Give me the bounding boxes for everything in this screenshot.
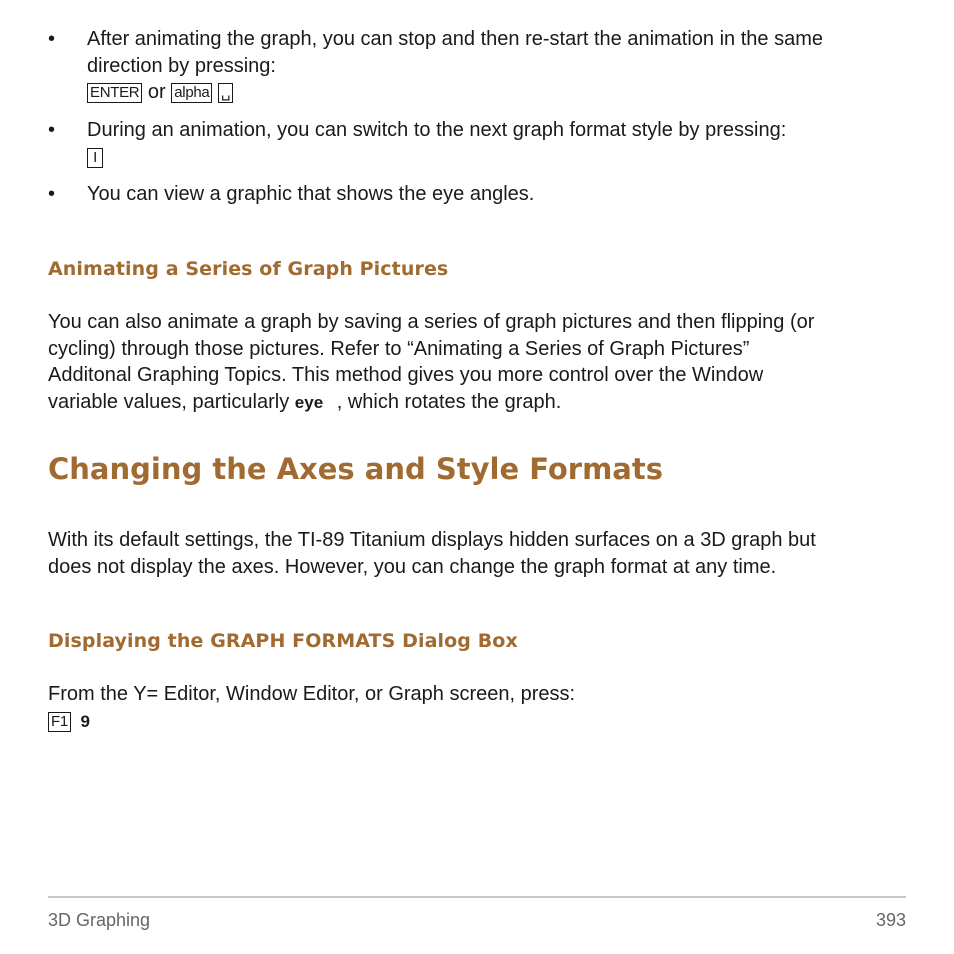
paragraph-line xyxy=(48,389,908,417)
paragraph-text: , which rotates the graph. xyxy=(336,390,562,413)
paragraph-text: variable values, particularly xyxy=(48,390,290,413)
bullet-item-eye-angles xyxy=(87,181,907,208)
paragraph-graph-formats xyxy=(48,681,908,735)
bullet-line: During an animation, you can switch to the next graph format style by pressing: xyxy=(87,119,787,141)
key-9: 9 xyxy=(80,711,90,731)
paragraph-line: does not display the axes. However, you can change the graph format at any time. xyxy=(48,555,777,578)
paragraph-line: cycling) through those pictures. Refer to “Animating a Series of Graph Pictures” xyxy=(48,337,750,360)
paragraph-line: With its default settings, the TI-89 Titanium displays hidden surfaces on a 3D graph but xyxy=(48,529,816,551)
or-text: or xyxy=(147,81,166,103)
bullet-line: You can view a graphic that shows the eye angles. xyxy=(87,183,535,205)
space-key: ␣ xyxy=(218,83,233,103)
key-sequence xyxy=(87,79,907,106)
paragraph-line: You can also animate a graph by saving a series of graph pictures and then flipping (or xyxy=(48,311,815,333)
footer-divider xyxy=(48,896,906,898)
footer-section-title: 3D Graphing xyxy=(48,910,151,930)
bullet-marker: • xyxy=(48,119,56,141)
paragraph-line: Additonal Graphing Topics. This method gives you more control over the Window xyxy=(48,364,764,386)
bullet-marker: • xyxy=(48,28,56,50)
bullet-line: direction by pressing: xyxy=(87,54,276,77)
i-key: I xyxy=(87,148,103,168)
page-title: Changing the Axes and Style Formats xyxy=(48,452,663,486)
section-heading-graph-formats: Displaying the GRAPH FORMATS Dialog Box xyxy=(48,630,518,652)
enter-key: ENTER xyxy=(87,83,142,103)
paragraph-default-settings xyxy=(48,527,908,580)
page-number: 393 xyxy=(875,910,906,930)
bullet-marker: • xyxy=(48,183,56,205)
paragraph-line: From the Y= Editor, Window Editor, or Graph screen, press: xyxy=(48,683,576,705)
paragraph-animating-series xyxy=(48,309,908,416)
f1-key: F1 xyxy=(48,712,71,732)
key-sequence xyxy=(87,144,907,171)
eye-variable: eye xyxy=(294,392,324,412)
bullet-item-restart-animation xyxy=(87,26,907,106)
alpha-key: alpha xyxy=(171,83,212,103)
section-heading-animating-series: Animating a Series of Graph Pictures xyxy=(48,258,449,280)
bullet-line: After animating the graph, you can stop and then re-start the animation in the same xyxy=(87,28,823,50)
bullet-item-switch-format xyxy=(87,117,907,170)
key-sequence xyxy=(48,708,908,736)
